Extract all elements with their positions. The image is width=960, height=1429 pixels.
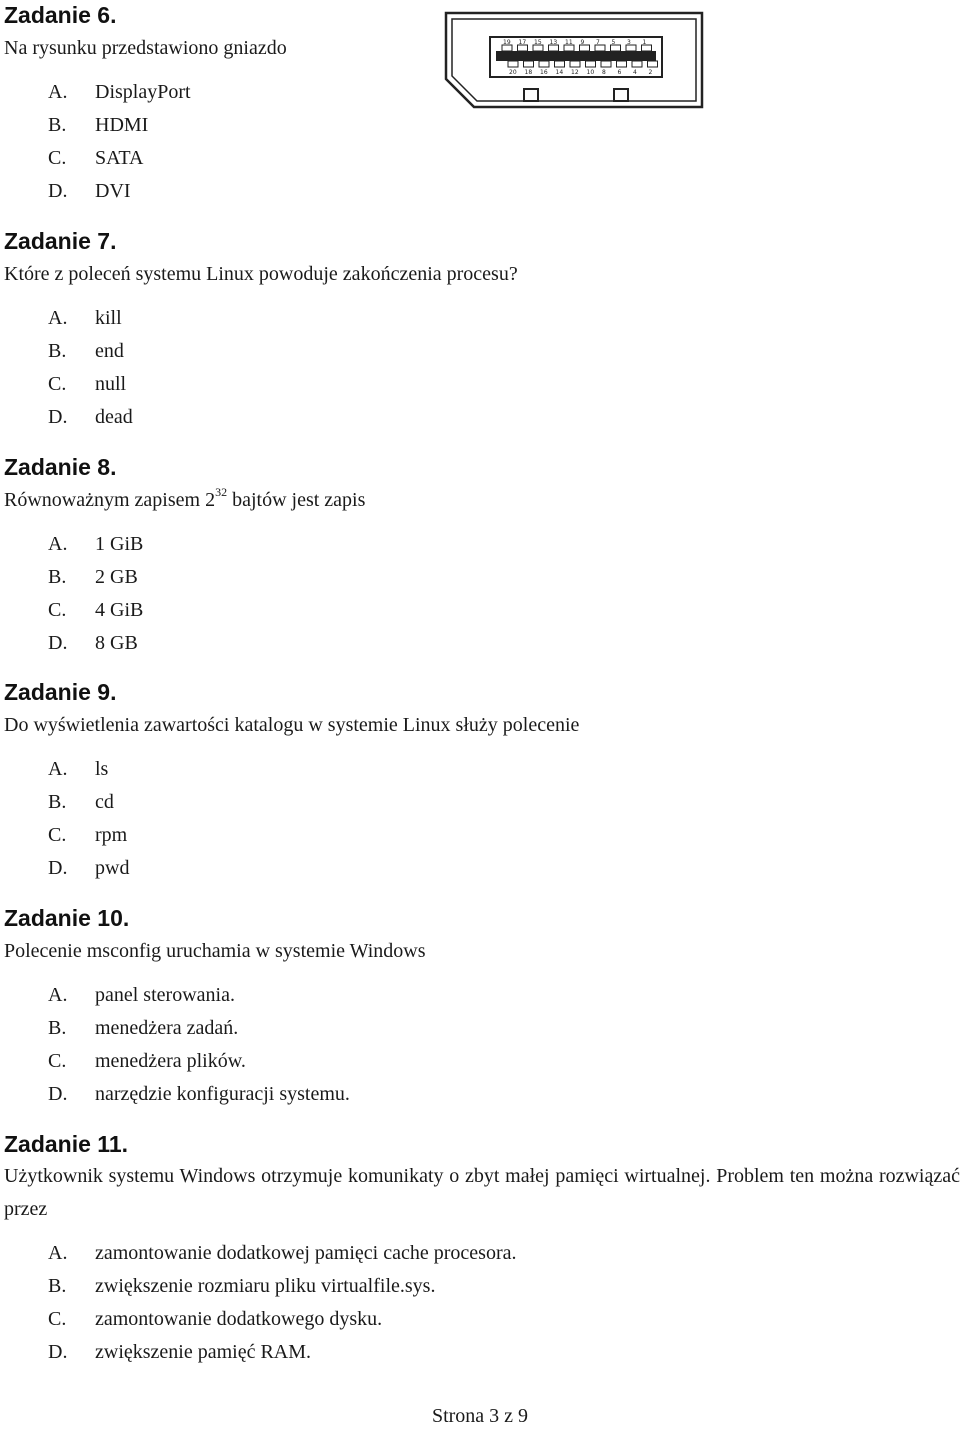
answer-letter: B. [48,1017,67,1039]
displayport-connector-figure [444,11,706,111]
connector-pin-bottom [539,61,549,67]
answer-letter: A. [48,307,68,329]
answer-text: 8 GB [95,632,138,654]
answer-d [4,1078,960,1111]
task-8 [4,453,960,660]
task-question: Do wyświetlenia zawartości katalogu w systemie Linux służy polecenie [4,714,580,736]
pin-label-bottom: 20 [509,69,517,76]
task-heading: Zadanie 10. [4,905,130,931]
answer-list [4,753,960,885]
pin-row-bottom [508,61,658,67]
task-11 [4,1130,960,1369]
answer-d [4,1336,960,1369]
answer-text: ls [95,758,109,780]
answer-b [4,109,960,142]
pin-label-bottom: 2 [648,69,653,76]
pin-label-bottom: 18 [524,69,533,76]
answer-c [4,594,960,627]
task-heading: Zadanie 9. [4,679,117,705]
task-question: Które z poleceń systemu Linux powoduje zakończenia procesu? [4,263,518,285]
answer-letter: A. [48,1242,68,1264]
task-9 [4,678,960,885]
question-suffix: bajtów jest zapis [227,489,366,511]
answer-text: end [95,340,124,362]
answer-c [4,142,960,175]
pin-label-bottom: 14 [555,69,564,76]
answer-c [4,368,960,401]
task-10 [4,904,960,1111]
answer-letter: D. [48,1341,68,1363]
pin-label-top: 15 [534,39,542,46]
answer-text: 1 GiB [95,533,144,555]
answer-letter: B. [48,114,67,136]
answer-text: zwiększenie rozmiaru pliku virtualfile.sys. [95,1275,436,1297]
answer-letter: A. [48,533,68,555]
answer-letter: B. [48,566,67,588]
pin-label-bottom: 12 [571,69,579,76]
answer-text: menedżera plików. [95,1050,246,1072]
connector-pin-bottom [555,61,565,67]
answer-list [4,1237,960,1369]
page-footer: Strona 3 z 9 [431,1405,529,1427]
answer-c [4,819,960,852]
question-exponent: 32 [215,485,228,500]
answer-d [4,175,960,208]
connector-pin-bottom [508,61,518,67]
answer-text: pwd [95,857,130,879]
answer-list [4,528,960,660]
pin-label-bottom: 4 [633,69,637,76]
pin-label-top: 17 [518,39,527,46]
answer-text: 4 GiB [95,599,144,621]
task-heading: Zadanie 8. [4,454,117,480]
answer-text: DVI [95,180,131,202]
answer-text: cd [95,791,114,813]
answer-letter: C. [48,1050,67,1072]
answer-letter: B. [48,1275,67,1297]
task-7 [4,227,960,434]
answer-a [4,528,960,561]
answer-letter: B. [48,791,67,813]
pin-label-bottom: 10 [586,69,595,76]
pin-label-top: 9 [580,39,585,46]
pin-label-top: 11 [565,39,573,46]
answer-letter: D. [48,857,68,879]
connector-pin-bottom [586,61,596,67]
answer-text: zwiększenie pamięć RAM. [95,1341,312,1363]
pin-label-top: 3 [627,39,631,46]
answer-letter: C. [48,599,67,621]
task-question [4,485,960,515]
answer-letter: A. [48,758,68,780]
answer-text: panel sterowania. [95,984,235,1006]
task-question: Na rysunku przedstawiono gniazdo [4,37,287,59]
answer-letter: D. [48,1083,68,1105]
answer-list [4,979,960,1111]
answer-letter: A. [48,81,68,103]
answer-text: null [95,373,127,395]
pin-label-top: 13 [549,39,558,46]
answer-letter: D. [48,180,68,202]
answer-letter: C. [48,373,67,395]
answer-a [4,1237,960,1270]
answer-d [4,627,960,660]
answer-a [4,302,960,335]
answer-text: rpm [95,824,128,846]
pin-label-bottom: 8 [602,69,606,76]
answer-text: dead [95,406,133,428]
answer-text: DisplayPort [95,81,191,103]
pin-label-bottom: 6 [617,69,622,76]
answer-b [4,561,960,594]
connector-pin-bottom [601,61,611,67]
task-heading: Zadanie 6. [4,2,117,28]
answer-b [4,1012,960,1045]
answer-b [4,335,960,368]
answer-text: menedżera zadań. [95,1017,239,1039]
answer-c [4,1045,960,1078]
answer-letter: C. [48,824,67,846]
answer-text: 2 GB [95,566,138,588]
answer-text: SATA [95,147,144,169]
answer-letter: D. [48,632,68,654]
answer-c [4,1303,960,1336]
pin-label-top: 1 [642,39,647,46]
answer-d [4,852,960,885]
pin-label-bottom: 16 [540,69,548,76]
answer-list [4,302,960,434]
answer-text: zamontowanie dodatkowego dysku. [95,1308,383,1330]
question-prefix: Równoważnym zapisem 2 [4,489,216,511]
connector-pin-bottom [570,61,580,67]
connector-pin-bottom [617,61,627,67]
task-question: Polecenie msconfig uruchamia w systemie Windows [4,940,426,962]
answer-d [4,401,960,434]
pin-labels-bottom [509,69,653,76]
task-heading: Zadanie 11. [4,1131,129,1157]
connector-pin-bottom [524,61,534,67]
answer-text: zamontowanie dodatkowej pamięci cache procesora. [95,1242,517,1264]
answer-letter: A. [48,984,68,1006]
answer-a [4,979,960,1012]
answer-text: HDMI [95,114,149,136]
answer-a [4,753,960,786]
task-heading: Zadanie 7. [4,228,117,254]
answer-text: narzędzie konfiguracji systemu. [95,1083,350,1105]
pin-labels-top [503,39,647,46]
answer-letter: D. [48,406,68,428]
answer-b [4,786,960,819]
pin-label-top: 7 [596,39,600,46]
connector-pin-bottom [632,61,642,67]
task-question: Użytkownik systemu Windows otrzymuje komunikaty o zbyt małej pamięci wirtualnej. Problem ten można rozwiązać przez [4,1165,960,1220]
answer-b [4,1270,960,1303]
answer-text: kill [95,307,122,329]
answer-letter: B. [48,340,67,362]
connector-pin-bottom [648,61,658,67]
answer-letter: C. [48,1308,67,1330]
pin-label-top: 19 [503,39,511,46]
answer-letter: C. [48,147,67,169]
pin-label-top: 5 [611,39,616,46]
